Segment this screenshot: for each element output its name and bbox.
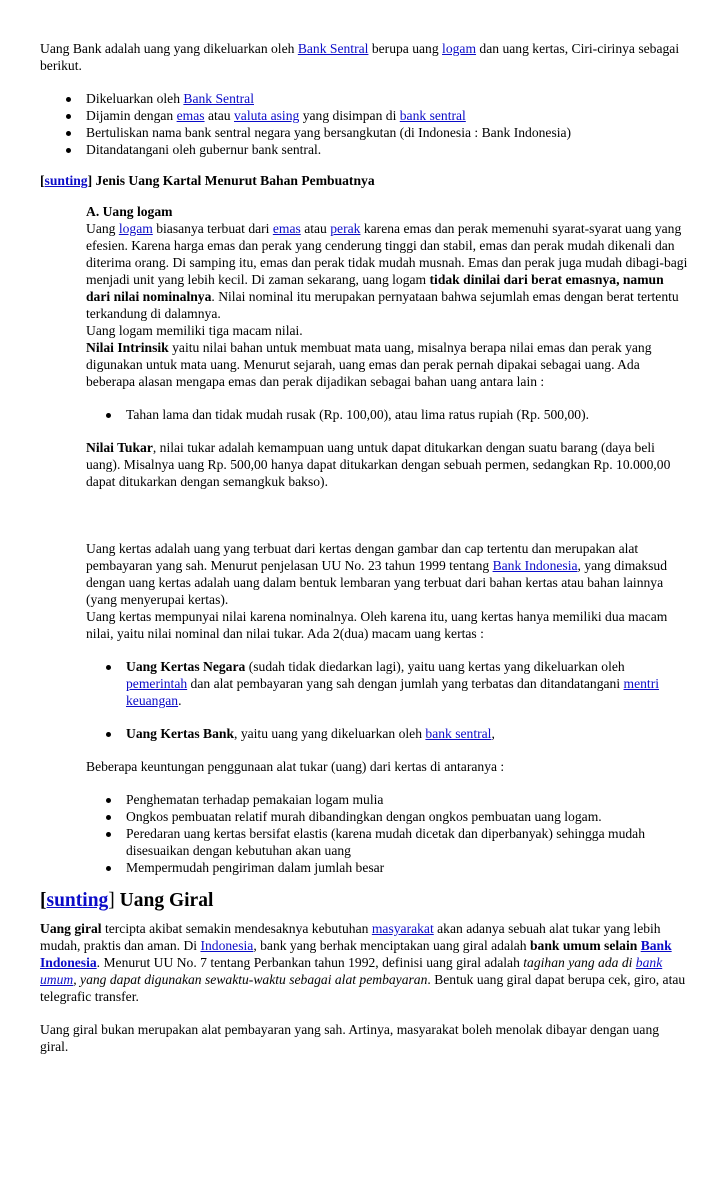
- list-item-text: yang disimpan di: [299, 108, 400, 123]
- list-item: Ongkos pembuatan relatif murah dibandingkan dengan ongkos pembuatan uang logam.: [126, 808, 686, 825]
- bold-text: Uang giral: [40, 921, 102, 936]
- list-item: Tahan lama dan tidak mudah rusak (Rp. 100,00), atau lima ratus rupiah (Rp. 500,00).: [126, 406, 686, 423]
- kertas-nilai-paragraph: Uang kertas mempunyai nilai karena nominalnya. Oleh karena itu, uang kertas hanya memiliki dua macam nilai, yaitu nilai nominal dan nilai tukar. Ada 2(dua) macam uang kertas :: [86, 609, 668, 641]
- list-item: Ditandatangani oleh gubernur bank sentral.: [86, 141, 692, 158]
- body-text: karena emas dan perak memenuhi syarat-syarat uang yang efesien. Karena harga emas dan perak yang cenderung tinggi dan stabil, emas dan perak mudah dikenali dan diterima orang. Di samping itu, emas dan perak tidak mudah musnah. Emas dan perak juga mudah dibagi-bagi menjadi unit yang lebih kecil. Di zaman sekarang, uang logam: [86, 221, 688, 287]
- section-title: Jenis Uang Kartal Menurut Bahan Pembuatnya: [95, 173, 375, 188]
- body-text: atau: [300, 221, 331, 236]
- link-mentri-keuangan[interactable]: mentri keuangan: [126, 676, 660, 708]
- list-item: [86, 90, 692, 107]
- link-valuta-asing[interactable]: valuta asing: [234, 108, 300, 123]
- bold-text: Uang Kertas Bank: [126, 726, 235, 741]
- keuntungan-list: [126, 791, 686, 876]
- link-bank-indonesia[interactable]: Bank Indonesia: [492, 558, 578, 573]
- link-bank-sentral[interactable]: Bank Sentral: [297, 41, 369, 56]
- bold-text: bank umum selain: [530, 938, 641, 953]
- bold-text: Nilai Tukar: [86, 440, 153, 455]
- heading-uang-giral: [40, 889, 692, 913]
- link-perak[interactable]: perak: [330, 221, 361, 236]
- link-emas[interactable]: emas: [272, 221, 301, 236]
- nilai-intrinsik-paragraph: [86, 339, 690, 390]
- body-text: .: [178, 693, 182, 708]
- list-item: [126, 658, 686, 709]
- list-item: [126, 725, 686, 742]
- italic-text: tagihan yang ada di: [523, 955, 636, 970]
- link-indonesia[interactable]: Indonesia: [200, 938, 254, 953]
- intro-text: berupa uang: [368, 41, 443, 56]
- intrinsik-list: [126, 406, 686, 423]
- bold-text: Uang Kertas Negara: [126, 659, 246, 674]
- body-text: akan adanya sebuah alat tukar yang lebih mudah, praktis dan aman. Di: [40, 921, 661, 953]
- logam-nilai-intro: Uang logam memiliki tiga macam nilai.: [86, 323, 303, 338]
- italic-text: , yang dapat digunakan sewaktu-waktu sebagai alat pembayaran: [73, 972, 428, 987]
- logam-paragraph: [86, 220, 690, 322]
- body-text: tercipta akibat semakin mendesaknya kebutuhan: [101, 921, 372, 936]
- ciri-list: [86, 90, 692, 158]
- body-text: yaitu nilai bahan untuk membuat mata uang, misalnya berapa nilai emas dan perak yang digunakan untuk mata uang. Menurut sejarah, uang emas dan perak pernah dipakai sebagai uang. Ada beberapa alasan mengapa emas dan perak dijadikan sebagai bahan uang antara lain :: [86, 340, 652, 389]
- edit-bracket: [: [40, 890, 47, 911]
- edit-bracket: ]: [87, 173, 96, 188]
- body-text: dan alat pembayaran yang sah dengan jumlah yang terbatas dan ditandatangani: [187, 676, 624, 691]
- section-uang-logam: [86, 203, 690, 490]
- list-item: Penghematan terhadap pemakaian logam mulia: [126, 791, 686, 808]
- link-bank-sentral[interactable]: Bank Sentral: [183, 91, 254, 106]
- body-text: Uang: [86, 221, 119, 236]
- link-bank-indonesia[interactable]: Bank Indonesia: [40, 938, 672, 970]
- body-text: Uang kertas adalah uang yang terbuat dari kertas dengan gambar dan cap tertentu dan merupakan alat pembayaran yang sah. Menurut penjelasan UU No. 23 tahun 1999 tentang: [86, 541, 639, 573]
- section-uang-kertas: [86, 540, 690, 876]
- list-item: Bertuliskan nama bank sentral negara yang bersangkutan (di Indonesia : Bank Indonesia): [86, 124, 692, 141]
- link-pemerintah[interactable]: pemerintah: [126, 676, 188, 691]
- giral-paragraph: [40, 920, 688, 1005]
- link-masyarakat[interactable]: masyarakat: [371, 921, 434, 936]
- nilai-tukar-paragraph: [86, 439, 690, 490]
- body-text: ,: [491, 726, 495, 741]
- keuntungan-intro: Beberapa keuntungan penggunaan alat tukar (uang) dari kertas di antaranya :: [86, 759, 505, 774]
- subheading-uang-logam: A. Uang logam: [86, 204, 173, 219]
- link-bank-sentral[interactable]: bank sentral: [399, 108, 466, 123]
- document-page: [40, 40, 692, 1055]
- intro-text: dan uang kertas, Ciri-cirinya sebagai berikut.: [40, 41, 680, 73]
- giral-paragraph-2: Uang giral bukan merupakan alat pembayaran yang sah. Artinya, masyarakat boleh menolak dibayar dengan uang giral.: [40, 1022, 660, 1054]
- list-item: Mempermudah pengiriman dalam jumlah besar: [126, 859, 686, 876]
- body-text: , yaitu uang yang dikeluarkan oleh: [234, 726, 426, 741]
- edit-link[interactable]: sunting: [46, 890, 109, 911]
- edit-bracket: [: [40, 173, 45, 188]
- body-text: (sudah tidak diedarkan lagi), yaitu uang kertas yang dikeluarkan oleh: [245, 659, 625, 674]
- link-bank-umum[interactable]: bank umum: [40, 955, 663, 987]
- edit-bracket: ]: [108, 890, 120, 911]
- link-emas[interactable]: emas: [176, 108, 205, 123]
- link-logam[interactable]: logam: [118, 221, 153, 236]
- intro-text: Uang Bank adalah uang yang dikeluarkan oleh: [40, 41, 298, 56]
- intro-paragraph: [40, 40, 680, 74]
- body-text: . Nilai nominal itu merupakan pernyataan bahwa sejumlah emas dengan berat tertentu terkandung di dalamnya.: [86, 289, 679, 321]
- link-logam[interactable]: logam: [442, 41, 477, 56]
- list-item-text: atau: [204, 108, 234, 123]
- list-item: [86, 107, 692, 124]
- section-title: Uang Giral: [119, 890, 214, 911]
- body-text: . Menurut UU No. 7 tentang Perbankan tahun 1992, definisi uang giral adalah: [96, 955, 524, 970]
- bold-text: Nilai Intrinsik: [86, 340, 169, 355]
- bold-text: tidak dinilai dari berat emasnya, namun dari nilai nominalnya: [86, 272, 664, 304]
- list-item: Peredaran uang kertas bersifat elastis (karena mudah dicetak dan diperbanyak) sehingga mudah disesuaikan dengan kebutuhan akan uang: [126, 825, 686, 859]
- heading-uang-kartal: [40, 172, 692, 189]
- body-text: . Bentuk uang giral dapat berupa cek, giro, atau telegrafic transfer.: [40, 972, 686, 1004]
- body-text: , yang dimaksud dengan uang kertas adalah uang dalam bentuk lembaran yang terbuat dari bahan kertas atau bahan lainnya (yang menyerupai kertas).: [86, 558, 668, 607]
- body-text: biasanya terbuat dari: [152, 221, 273, 236]
- list-item-text: Dijamin dengan: [86, 108, 177, 123]
- body-text: , bank yang berhak menciptakan uang giral adalah: [253, 938, 530, 953]
- edit-link[interactable]: sunting: [44, 173, 88, 188]
- jenis-uang-kertas-list: [126, 658, 686, 742]
- body-text: , nilai tukar adalah kemampuan uang untuk dapat ditukarkan dengan suatu barang (daya beli uang). Misalnya uang Rp. 500,00 hanya dapat ditukarkan dengan sebuah permen, sedangkan Rp. 10.000,00 dapat ditukarkan dengan semangkuk bakso).: [86, 440, 671, 489]
- list-item-text: Dikeluarkan oleh: [86, 91, 184, 106]
- link-bank-sentral[interactable]: bank sentral: [425, 726, 492, 741]
- kertas-paragraph: [86, 540, 690, 608]
